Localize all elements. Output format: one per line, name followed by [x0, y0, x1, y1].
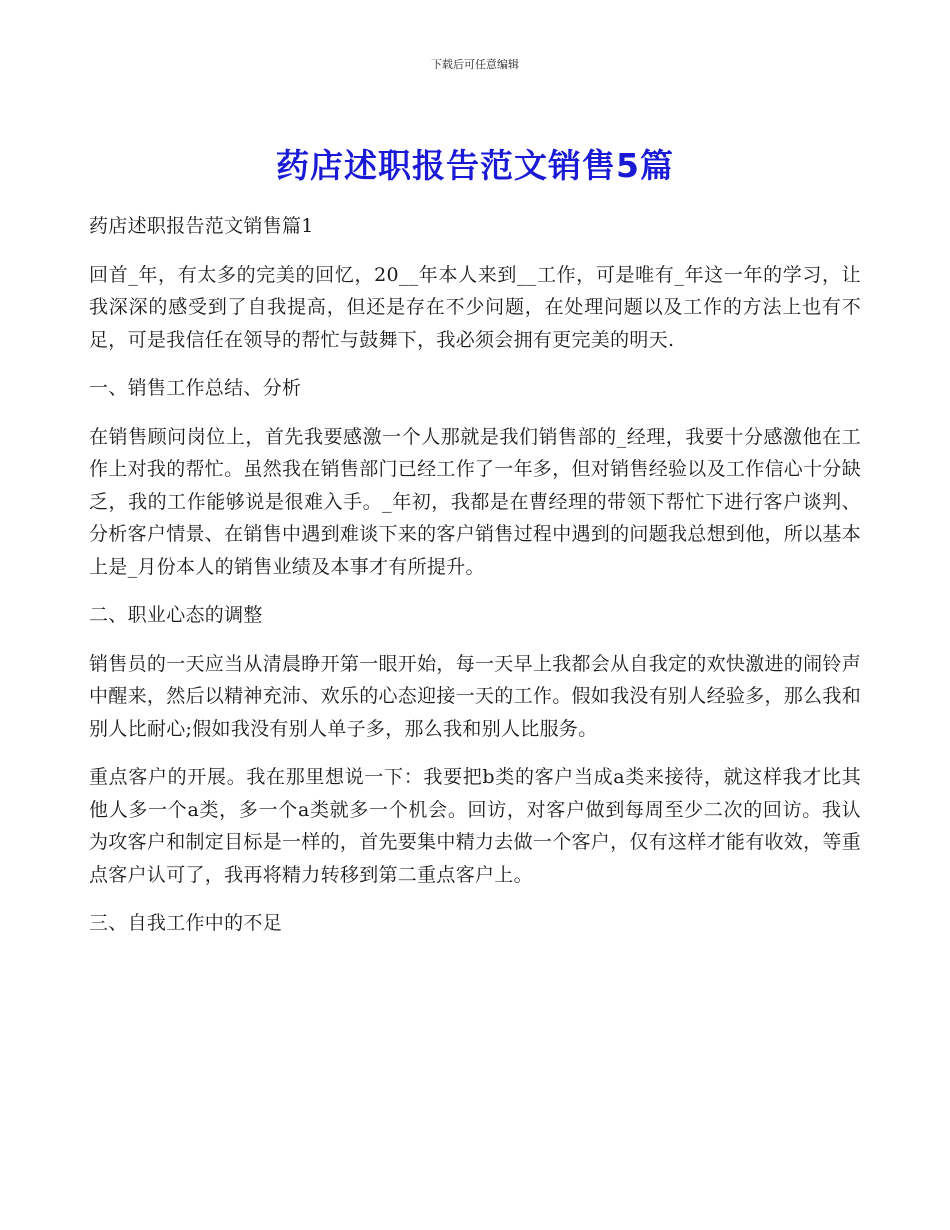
paragraph: 在销售顾问岗位上，首先我要感激一个人那就是我们销售部的_经理，我要十分感激他在工作上对我的帮忙。虽然我在销售部门已经工作了一年多，但对销售经验以及工作信心十分缺乏，我的工作能够说是很难入手。_年初，我都是在曹经理的带领下帮忙下进行客户谈判、分析客户情景、在销售中遇到难谈下来的客户销售过程中遇到的问题我总想到他，所以基本上是_月份本人的销售业绩及本事才有所提升。: [89, 425, 862, 578]
section-heading: 三、自我工作中的不足: [89, 912, 283, 934]
section-heading: 药店述职报告范文销售篇1: [89, 215, 314, 237]
section-heading: 一、销售工作总结、分析: [89, 377, 302, 399]
paragraph: 回首_年，有太多的完美的回忆，20__年本人来到__工作，可是唯有_年这一年的学习，让我深深的感受到了自我提高，但还是存在不少问题，在处理问题以及工作的方法上也有不足，可是我信任在领导的帮忙与鼓舞下，我必须会拥有更完美的明天.: [89, 263, 861, 351]
document-title: 药店述职报告范文销售5篇: [276, 146, 674, 185]
paragraph: 销售员的一天应当从清晨睁开第一眼开始，每一天早上我都会从自我定的欢快激进的闹铃声中醒来，然后以精神充沛、欢乐的心态迎接一天的工作。假如我没有别人经验多，那么我和别人比耐心;假如我没有别人单子多，那么我和别人比服务。: [89, 652, 862, 740]
section-heading: 二、职业心态的调整: [89, 604, 263, 626]
document-body: [89, 210, 861, 956]
paragraph: 重点客户的开展。我在那里想说一下：我要把b类的客户当成a类来接待，就这样我才比其他人多一个a类，多一个a类就多一个机会。回访，对客户做到每周至少二次的回访。我认为攻客户和制定目标是一样的，首先要集中精力去做一个客户，仅有这样才能有收效，等重点客户认可了，我再将精力转移到第二重点客户上。: [89, 766, 862, 886]
header-note: 下载后可任意编辑: [431, 58, 519, 71]
